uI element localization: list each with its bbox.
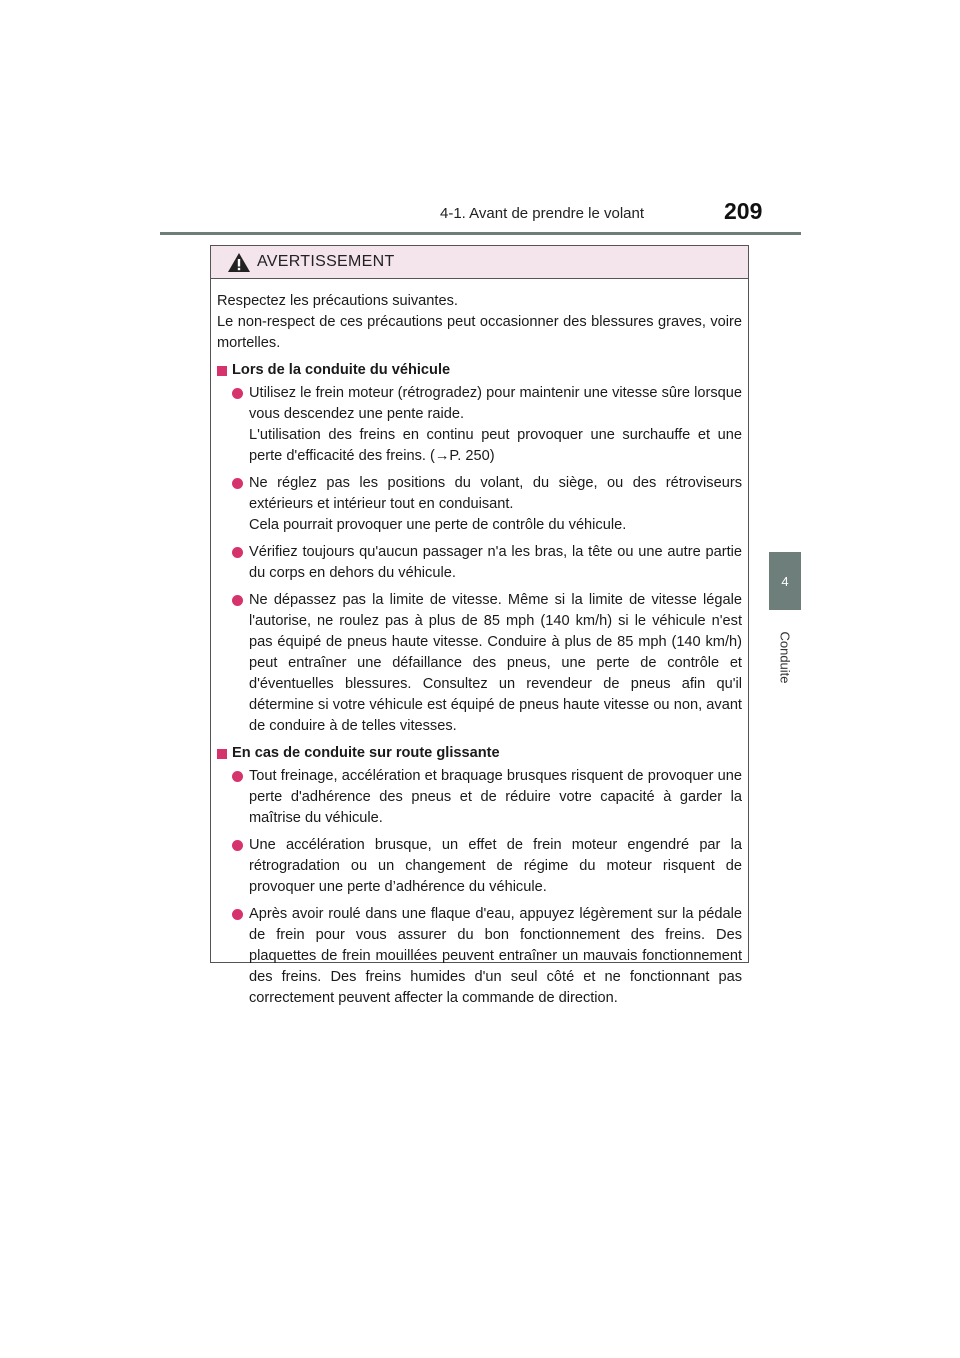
warning-header (211, 246, 748, 279)
list-item: Après avoir roulé dans une flaque d'eau, appuyez légèrement sur la pédale de frein pour vous assurer du bon fonctionnement des freins. Des plaquettes de frein mouillées peuvent entraîner un mauvais fonctionnement des freins. Des freins humides d'un seul côté et ne fonctionnant pas correctement peuvent affecter la commande de direction. (217, 904, 742, 1009)
square-bullet-icon (217, 366, 227, 376)
warning-intro (217, 291, 742, 354)
bullet-dot-icon (232, 595, 243, 606)
page-number: 209 (724, 198, 763, 224)
list-item: Tout freinage, accélération et braquage brusques risquent de provoquer une perte d'adhérence des pneus et de réduire votre capacité à garder la maîtrise du véhicule. (217, 766, 742, 829)
list-item: Utilisez le frein moteur (rétrogradez) pour maintenir une vitesse sûre lorsque vous descendez une pente raide. L'utilisation des freins en continu peut provoquer une surchauffe et une perte d'efficacité des freins. (→P. 250) (217, 383, 742, 467)
chapter-number: 4 (781, 573, 789, 589)
section-title: 4-1. Avant de prendre le volant (440, 205, 645, 222)
list-item: Ne dépassez pas la limite de vitesse. Même si la limite de vitesse légale l'autorise, ne roulez pas à plus de 85 mph (140 km/h) si le véhicule n'est pas équipé de pneus haute vitesse. Conduire à plus de 85 mph (140 km/h) peut entraîner une défaillance des pneus, une perte de contrôle et d'éventuelles blessures. Consultez un revendeur de pneus afin qu'il détermine si votre véhicule est équipé de pneus haute vitesse ou non, avant de conduire à de telles vitesses. (217, 590, 742, 737)
section-heading: Lors de la conduite du véhicule (217, 360, 742, 381)
intro-line: Le non-respect de ces précautions peut occasionner des blessures graves, voire mortelles. (217, 314, 742, 351)
intro-line: Respectez les précautions suivantes. (217, 293, 458, 309)
section-heading: En cas de conduite sur route glissante (217, 743, 742, 764)
warning-box (210, 245, 749, 1006)
list-item: Une accélération brusque, un effet de frein moteur engendré par la rétrogradation ou un changement de régime du moteur risquent de provoquer une perte d’adhérence du véhicule. (217, 835, 742, 898)
list-item: Ne réglez pas les positions du volant, du siège, ou des rétroviseurs extérieurs et intérieur tout en conduisant. Cela pourrait provoquer une perte de contrôle du véhicule. (217, 473, 742, 536)
chapter-label: Conduite (777, 631, 793, 684)
bullet-dot-icon (232, 478, 243, 489)
bullet-dot-icon (232, 909, 243, 920)
warning-title: AVERTISSEMENT (257, 253, 395, 270)
chapter-tab (769, 552, 801, 610)
bullet-dot-icon (232, 840, 243, 851)
bullet-dot-icon (232, 388, 243, 399)
bullet-dot-icon (232, 547, 243, 558)
bullet-dot-icon (232, 771, 243, 782)
header-divider (160, 232, 801, 235)
square-bullet-icon (217, 749, 227, 759)
warning-body (211, 279, 748, 1009)
warning-triangle-icon (227, 252, 251, 273)
list-item: Vérifiez toujours qu'aucun passager n'a les bras, la tête ou une autre partie du corps en dehors du véhicule. (217, 542, 742, 584)
